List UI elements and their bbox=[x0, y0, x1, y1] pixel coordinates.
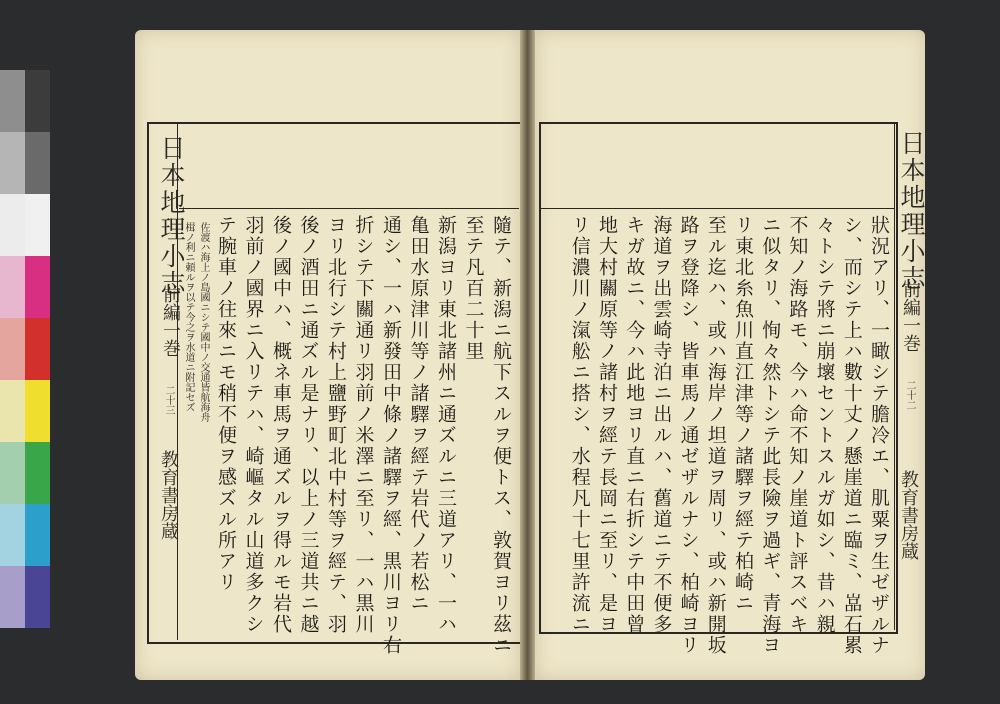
color-swatch bbox=[25, 194, 50, 256]
text-column: 羽前ノ國界ニ入リテハ、崎嶇タル山道多クシ bbox=[242, 215, 265, 635]
left-publisher: 教育書房蔵 bbox=[158, 450, 179, 540]
note-column: 佐渡ハ海上ノ島國ニシテ國中ノ交通皆航海舟 bbox=[198, 222, 209, 422]
text-column: 海道ヲ出雲崎寺泊ニ出ルハ、舊道ニテ不便多 bbox=[650, 215, 673, 635]
text-column: 地大村關原等ノ諸村ヲ經テ長岡ニ至リ、是ヨ bbox=[596, 215, 618, 635]
color-swatch bbox=[0, 566, 25, 628]
book-gutter bbox=[520, 30, 535, 680]
text-column: キガ故ニ、今ハ此地ヨリ直ニ右折シテ中田曾 bbox=[623, 215, 646, 635]
left-page bbox=[135, 30, 520, 680]
color-swatch bbox=[0, 256, 25, 318]
right-page bbox=[535, 30, 925, 680]
left-volume-label: 前編一巻 bbox=[160, 285, 181, 357]
color-swatch bbox=[0, 318, 25, 380]
right-page-header-band bbox=[541, 124, 894, 209]
left-page-number: 二十三 bbox=[163, 385, 174, 415]
color-swatch bbox=[25, 504, 50, 566]
color-swatch bbox=[0, 380, 25, 442]
text-column: 新潟ヨリ東北諸州ニ通ズルニ三道アリ、一ハ bbox=[435, 215, 457, 635]
text-column: ニ似タリ、恂々然トシテ此長險ヲ過ギ、青海ヨ bbox=[759, 215, 782, 656]
color-swatch bbox=[0, 194, 25, 256]
text-column: 至ル迄ハ、或ハ海岸ノ坦道ヲ周リ、或ハ新開坂 bbox=[704, 215, 727, 656]
text-column: リ東北糸魚川直江津等ノ諸驛ヲ經テ柏崎ニ bbox=[732, 215, 754, 614]
text-column: 通シ、一ハ新發田中條ノ諸驛ヲ經、黒川ヨリ右 bbox=[380, 215, 402, 656]
text-column: テ腕車ノ往來ニモ稍不便ヲ感ズル所アリ bbox=[215, 215, 237, 593]
color-swatch bbox=[0, 442, 25, 504]
note-column: 楫ノ利ニ頼ルヲ以テ今之ヲ水道ニ附記セズ bbox=[183, 222, 194, 412]
color-swatch bbox=[25, 256, 50, 318]
open-book bbox=[135, 30, 925, 680]
color-calibration-strip bbox=[0, 70, 50, 628]
text-column: ヨリ北行シテ村上鹽野町北中村等ヲ經テ、羽 bbox=[325, 215, 347, 635]
left-running-title: 日本地理小志 bbox=[157, 135, 186, 297]
right-running-title: 日本地理小志 bbox=[897, 130, 926, 292]
text-column: 狀況アリ、一瞰シテ膽冷エ、肌粟ヲ生ゼザルナ bbox=[868, 215, 890, 656]
text-column: 隨テ、新潟ニ航下スルヲ便トス、敦賀ヨリ茲ニ bbox=[490, 215, 512, 656]
left-page-header-band bbox=[179, 124, 519, 209]
color-swatch bbox=[25, 70, 50, 132]
right-publisher: 教育書房蔵 bbox=[898, 470, 919, 560]
text-column: リ信濃川ノ滊舩ニ搭シ、水程凡十七里許流ニ bbox=[568, 215, 591, 635]
text-column: 後ノ酒田ニ通ズル是ナリ、以上ノ三道共ニ越 bbox=[297, 215, 320, 635]
text-column: 後ノ國中ハ、概ネ車馬ヲ通ズルヲ得ルモ岩代 bbox=[270, 215, 292, 635]
color-swatch bbox=[0, 504, 25, 566]
right-page-number: 二十二 bbox=[904, 380, 915, 410]
text-column: 折シテ下關通リ羽前ノ米澤ニ至リ、一ハ黒川 bbox=[352, 215, 375, 635]
color-swatch bbox=[25, 132, 50, 194]
color-swatch bbox=[25, 442, 50, 504]
text-column: 亀田水原津川等ノ諸驛ヲ經テ岩代ノ若松ニ bbox=[407, 215, 430, 614]
text-column: 路ヲ登降シ、皆車馬ノ通ゼザルナシ、柏崎ヨリ bbox=[677, 215, 700, 656]
text-column: 至テ凡百二十里 bbox=[462, 215, 485, 362]
text-column: 不知ノ海路モ、今ハ命不知ノ崖道ト評スベキ bbox=[786, 215, 809, 635]
color-swatch bbox=[0, 70, 25, 132]
right-volume-label: 前編一巻 bbox=[900, 280, 921, 352]
text-column: 々トシテ將ニ崩壞セントスルガ如シ、昔ハ親 bbox=[813, 215, 836, 635]
text-column: シ、而シテ上ハ數十丈ノ懸崖道ニ臨ミ、嵓石累 bbox=[840, 215, 863, 656]
color-swatch bbox=[25, 318, 50, 380]
color-swatch bbox=[0, 132, 25, 194]
color-swatch bbox=[25, 566, 50, 628]
color-swatch bbox=[25, 380, 50, 442]
